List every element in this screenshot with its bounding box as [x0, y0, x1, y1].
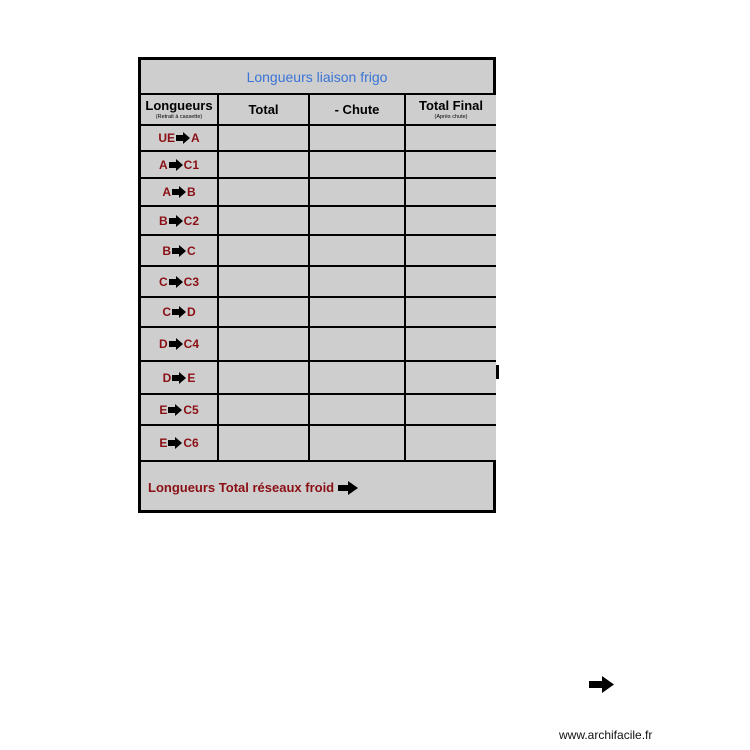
segment-from: UE — [158, 131, 175, 145]
segment-to: C5 — [183, 402, 199, 417]
header-sublabel: (Retrait à cassette) — [155, 113, 203, 120]
segment-to: C — [187, 243, 196, 258]
total-cell[interactable] — [218, 151, 309, 178]
segment-cell — [141, 425, 218, 461]
total-final-cell[interactable] — [405, 235, 496, 266]
total-cell[interactable] — [218, 235, 309, 266]
total-cell[interactable] — [218, 178, 309, 206]
total-cell[interactable] — [218, 394, 309, 425]
chute-cell[interactable] — [309, 266, 405, 297]
chute-cell[interactable] — [309, 151, 405, 178]
segment-label — [162, 185, 195, 199]
total-cell[interactable] — [218, 361, 309, 394]
segment-cell — [141, 394, 218, 425]
table-row — [141, 327, 496, 361]
total-final-cell[interactable] — [405, 361, 496, 394]
segment-cell — [141, 266, 218, 297]
segment-cell — [141, 235, 218, 266]
segment-label — [159, 275, 199, 289]
total-final-cell[interactable] — [405, 206, 496, 235]
total-final-cell[interactable] — [405, 327, 496, 361]
chute-cell[interactable] — [309, 361, 405, 394]
segment-to: B — [187, 185, 196, 199]
right-arrow-icon — [589, 676, 614, 693]
table-row — [141, 425, 496, 461]
segment-label — [158, 131, 199, 145]
header-chute — [309, 94, 405, 125]
total-final-cell[interactable] — [405, 425, 496, 461]
right-arrow-icon — [169, 215, 183, 227]
segment-from: C — [158, 274, 168, 289]
segment-cell — [141, 206, 218, 235]
right-arrow-icon — [338, 481, 358, 495]
right-arrow-icon — [168, 437, 182, 449]
segment-from: A — [162, 185, 171, 199]
total-final-cell[interactable] — [405, 125, 496, 151]
header-label: - Chute — [334, 101, 380, 117]
right-arrow-icon — [172, 245, 186, 257]
total-final-cell[interactable] — [405, 297, 496, 327]
total-cell[interactable] — [218, 327, 309, 361]
segment-to: D — [187, 305, 196, 319]
header-total — [218, 94, 309, 125]
chute-cell[interactable] — [309, 125, 405, 151]
right-arrow-icon — [169, 159, 183, 171]
segment-from: E — [159, 402, 168, 417]
header-label: Longueurs — [145, 97, 213, 113]
right-arrow-icon — [169, 338, 183, 350]
chute-cell[interactable] — [309, 425, 405, 461]
header-total-final — [405, 94, 496, 125]
table-row — [141, 235, 496, 266]
total-final-cell[interactable] — [405, 178, 496, 206]
segment-cell — [141, 125, 218, 151]
right-arrow-icon — [172, 186, 186, 198]
segment-label — [159, 403, 198, 417]
chute-cell[interactable] — [309, 394, 405, 425]
right-arrow-icon — [169, 276, 183, 288]
table-row — [141, 394, 496, 425]
chute-cell[interactable] — [309, 297, 405, 327]
total-cell[interactable] — [218, 125, 309, 151]
segment-from: D — [158, 337, 168, 351]
total-network-row — [141, 465, 493, 510]
segment-to: C2 — [183, 213, 199, 228]
watermark: www.archifacile.fr — [559, 728, 653, 742]
segment-to: E — [187, 370, 196, 385]
total-cell[interactable] — [218, 206, 309, 235]
total-network-label: Longueurs Total réseaux froid — [148, 480, 335, 495]
segment-label — [159, 436, 198, 450]
table-row — [141, 266, 496, 297]
right-arrow-icon — [168, 404, 182, 416]
table-row — [141, 297, 496, 327]
table-row — [141, 206, 496, 235]
segment-to: A — [191, 131, 200, 145]
right-arrow-icon — [172, 306, 186, 318]
segment-from: B — [158, 213, 168, 228]
segment-from: B — [162, 243, 171, 258]
segment-from: A — [158, 157, 168, 172]
total-cell[interactable] — [218, 297, 309, 327]
header-longueurs — [141, 94, 218, 125]
segment-cell — [141, 297, 218, 327]
chute-cell[interactable] — [309, 235, 405, 266]
segment-label — [163, 371, 196, 385]
header-label: Total — [248, 101, 279, 117]
segment-from: C — [162, 305, 171, 319]
right-arrow-icon — [176, 132, 190, 144]
table-row — [141, 361, 496, 394]
total-final-cell[interactable] — [405, 394, 496, 425]
total-cell[interactable] — [218, 266, 309, 297]
total-cell[interactable] — [218, 425, 309, 461]
segment-to: C4 — [183, 337, 199, 351]
segment-cell — [141, 151, 218, 178]
segment-from: D — [162, 370, 172, 385]
segment-label — [162, 305, 195, 319]
segment-label — [162, 244, 195, 258]
right-arrow-icon — [172, 372, 186, 384]
lengths-table — [141, 93, 496, 462]
lengths-sheet — [138, 57, 496, 513]
segment-to: C3 — [183, 274, 199, 289]
segment-to: C6 — [183, 436, 199, 450]
sheet-title: Longueurs liaison frigo — [141, 60, 493, 95]
chute-cell[interactable] — [309, 178, 405, 206]
total-final-cell[interactable] — [405, 151, 496, 178]
table-row — [141, 125, 496, 151]
total-final-cell[interactable] — [405, 266, 496, 297]
chute-cell[interactable] — [309, 206, 405, 235]
segment-from: E — [159, 436, 168, 450]
segment-label — [159, 214, 199, 228]
segment-to: C1 — [183, 157, 199, 172]
header-row — [141, 94, 496, 125]
segment-cell — [141, 361, 218, 394]
table-row — [141, 151, 496, 178]
segment-label — [159, 158, 199, 172]
header-label: Total Final — [418, 97, 484, 113]
edge-tick — [496, 365, 499, 379]
segment-cell — [141, 178, 218, 206]
chute-cell[interactable] — [309, 327, 405, 361]
table-row — [141, 178, 496, 206]
segment-label — [159, 337, 199, 351]
header-sublabel: (Après chute) — [434, 113, 468, 120]
segment-cell — [141, 327, 218, 361]
